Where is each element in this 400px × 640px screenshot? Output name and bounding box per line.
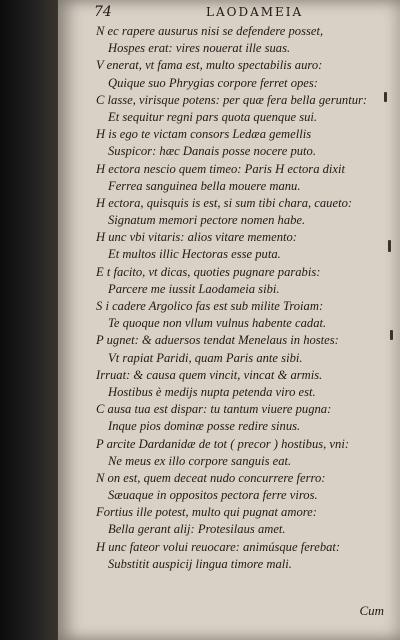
- verse-line: N on est, quem deceat nudo concurrere ferro:: [96, 470, 326, 485]
- verse-line: V enerat, vt fama est, multo spectabilis auro:: [96, 58, 323, 73]
- verse-line: Vt rapiat Paridi, quam Paris ante sibi.: [108, 350, 303, 365]
- verse-line: H ectora, quisquis is est, si sum tibi chara, caueto:: [96, 195, 353, 210]
- verse-line: E t facito, vt dicas, quoties pugnare parabis:: [96, 264, 321, 279]
- verse-line: Sæuaque in oppositos pectora ferre viros.: [108, 488, 318, 503]
- verse-line: H unc fateor volui reuocare: animúsque ferebat:: [96, 539, 341, 554]
- page-header: [94, 4, 384, 20]
- verse-line: Irruat: & causa quem vincit, vincat & armis.: [96, 367, 323, 382]
- verse-line: H ectora nescio quem timeo: Paris H ectora dixit: [96, 161, 346, 176]
- page-number: 74: [94, 4, 112, 20]
- verse-line: Signatum memori pectore nomen habe.: [108, 213, 306, 228]
- verse-line: Hostibus è medijs nupta petenda viro est.: [108, 384, 316, 399]
- verse-line: Suspicor: hæc Danais posse nocere puto.: [108, 144, 317, 159]
- catchword: Cum: [359, 603, 384, 618]
- verse-line: Ferrea sanguinea bella mouere manu.: [108, 178, 301, 193]
- verse-line: Inque pios dominæ posse redire sinus.: [108, 419, 301, 434]
- verse-line: Te quoque non vllum vulnus habente cadat.: [108, 316, 327, 331]
- verse-line: Et multos illic Hectoras esse puta.: [108, 247, 281, 262]
- margin-ink-mark: [390, 330, 393, 340]
- verse-line: Fortius ille potest, multo qui pugnat amore:: [96, 505, 317, 520]
- verse-line: Quique suo Phrygias corpore ferret opes:: [108, 75, 318, 90]
- book-spine-shadow: [0, 0, 58, 640]
- verse-line: Hospes erat: vires nouerat ille suas.: [108, 41, 291, 56]
- verse-line: C lasse, virisque potens: per quæ fera bella geruntur:: [96, 92, 368, 107]
- verse-line: Substitit auspicij lingua timore mali.: [108, 556, 292, 571]
- verse-line: C ausa tua est dispar: tu tantum viuere pugna:: [96, 402, 332, 417]
- margin-ink-mark: [384, 92, 387, 102]
- verse-line: H is ego te victam consors Ledæa gemellis: [96, 127, 312, 142]
- verse-line: Parcere me iussit Laodameia sibi.: [108, 281, 280, 296]
- verse-line: Et sequitur regni pars quota quenque sui.: [108, 109, 318, 124]
- margin-ink-mark: [388, 240, 391, 252]
- verse-line: S i cadere Argolico fas est sub milite Troiam:: [96, 299, 324, 313]
- verse-line: N ec rapere ausurus nisi se defendere posset,: [96, 24, 324, 38]
- verse-line: P arcite Dardanidæ de tot ( precor ) hostibus, vni:: [96, 436, 350, 451]
- running-head: LAODAMEIA: [206, 5, 304, 19]
- verse-line: P ugnet: & aduersos tendat Menelaus in hostes:: [96, 333, 339, 348]
- verse-line: Ne meus ex illo corpore sanguis eat.: [108, 453, 292, 468]
- verse-text: [96, 23, 390, 573]
- verse-line: H unc vbi vitaris: alios vitare memento:: [96, 230, 297, 245]
- verse-line: Bella gerant alij: Protesilaus amet.: [108, 522, 286, 537]
